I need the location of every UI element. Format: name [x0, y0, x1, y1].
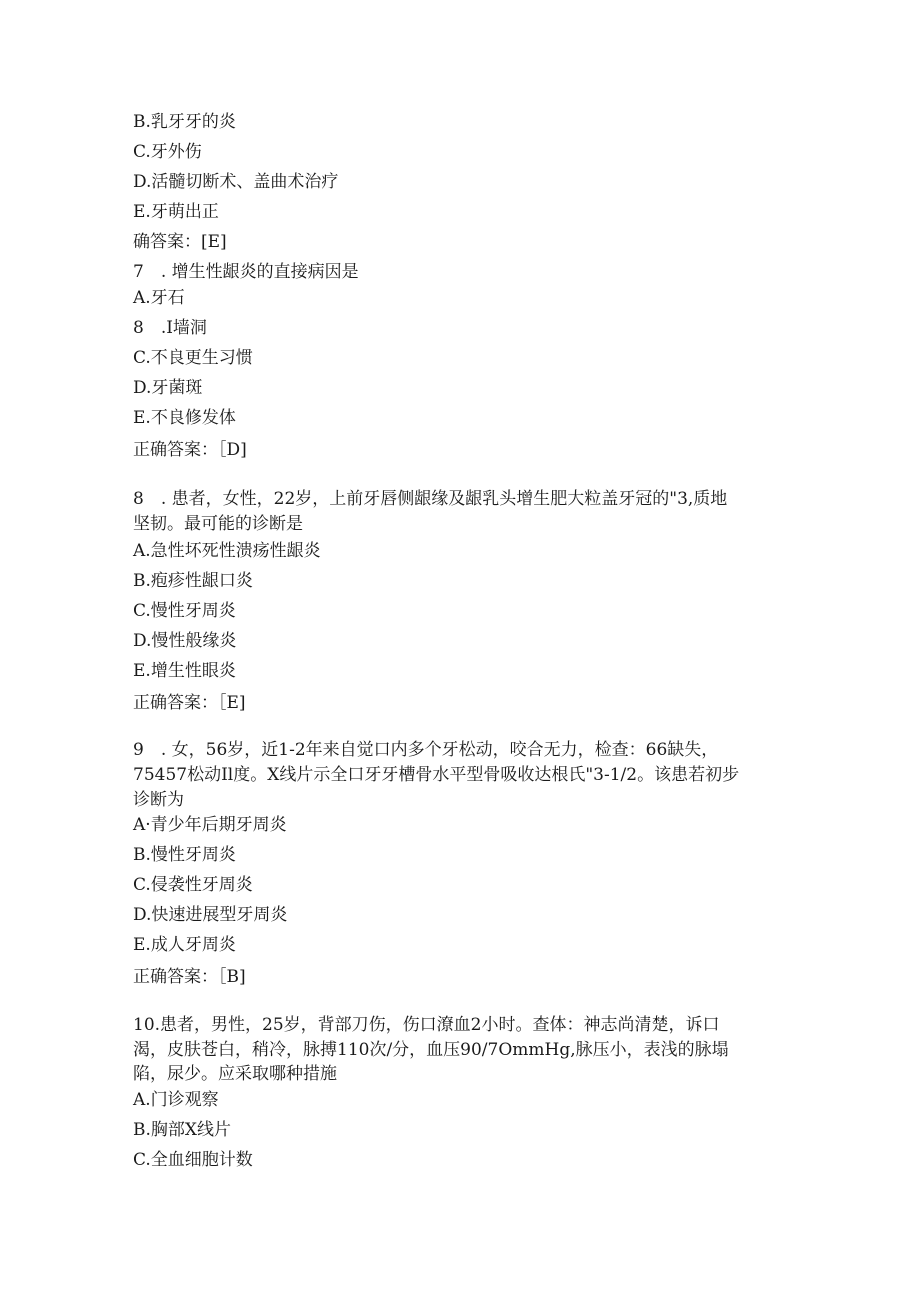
- option-line: D.快速进展型牙周炎: [133, 905, 288, 925]
- answer-line: 正确答案：［B]: [133, 967, 246, 987]
- question-line: 9 . 女，56岁，近1-2年来自觉口内多个牙松动，咬合无力，检查：66缺失，: [133, 740, 719, 760]
- question-line: 渴，皮肤苍白，稍冷，脉搏110次/分，血压90/7OmmHg,脉压小，表浅的脉塌: [133, 1040, 729, 1060]
- option-line: C.不良更生习惯: [133, 348, 253, 368]
- option-line: A.门诊观察: [133, 1090, 219, 1110]
- answer-line: 正确答案：［E]: [133, 693, 246, 713]
- question-line: 7 . 增生性龈炎的直接病因是: [133, 262, 359, 282]
- option-line: C.全血细胞计数: [133, 1150, 253, 1170]
- question-line: 10.患者，男性，25岁，背部刀伤，伤口潦血2小时。查体：神志尚清楚，诉口: [133, 1015, 720, 1035]
- option-line: B.胸部X线片: [133, 1120, 231, 1140]
- answer-line: 确答案：[E]: [133, 232, 227, 252]
- option-line: E.牙萌出正: [133, 202, 219, 222]
- question-line: 陷，尿少。应采取哪种措施: [133, 1064, 337, 1084]
- option-line: A.牙石: [133, 288, 185, 308]
- option-line: D.慢性般缘炎: [133, 631, 237, 651]
- option-line: E.不良修发体: [133, 408, 236, 428]
- option-line: B.乳牙牙的炎: [133, 112, 236, 132]
- option-line: E.成人牙周炎: [133, 935, 236, 955]
- option-line: D.牙菌斑: [133, 378, 203, 398]
- option-line: C.牙外伤: [133, 142, 202, 162]
- option-line: 8 .I墙洞: [133, 318, 207, 338]
- option-line: E.增生性眼炎: [133, 661, 236, 681]
- option-line: A·青少年后期牙周炎: [133, 815, 287, 835]
- question-line: 8 . 患者，女性，22岁，上前牙唇侧龈缘及龈乳头增生肥大粒盖牙冠的"3,质地: [133, 489, 728, 509]
- option-line: A.急性坏死性溃疡性龈炎: [133, 541, 321, 561]
- option-line: B.慢性牙周炎: [133, 845, 236, 865]
- answer-line: 正确答案：［D]: [133, 440, 247, 460]
- option-line: B.疱疹性龈口炎: [133, 571, 253, 591]
- option-line: C.慢性牙周炎: [133, 601, 236, 621]
- question-line: 诊断为: [133, 790, 184, 810]
- option-line: D.活髓切断术、盖曲术治疗: [133, 172, 339, 192]
- question-line: 坚韧。最可能的诊断是: [133, 514, 303, 534]
- option-line: C.侵袭性牙周炎: [133, 875, 253, 895]
- question-line: 75457松动Il度。X线片示全口牙牙槽骨水平型骨吸收达根氏"3-1/2。该患若初步: [133, 765, 740, 785]
